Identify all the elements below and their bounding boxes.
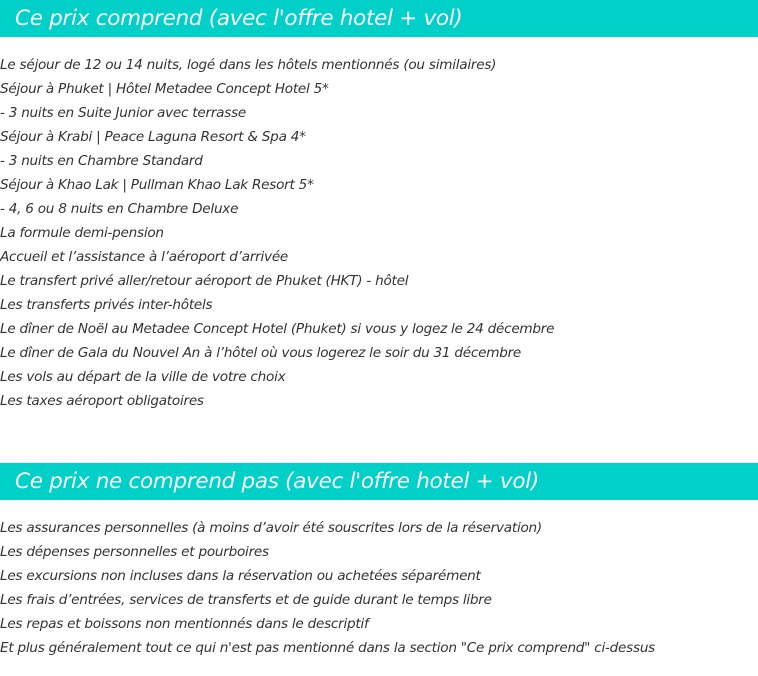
not-included-item: Les assurances personnelles (à moins d’avoir été souscrites lors de la réservation) xyxy=(0,520,542,536)
not-included-item: Et plus généralement tout ce qui n'est pas mentionné dans la section "Ce prix comprend" ci-dessus xyxy=(0,640,656,656)
included-section-header xyxy=(0,0,758,37)
not-included-item: Les dépenses personnelles et pourboires xyxy=(0,544,269,560)
included-item: Séjour à Phuket | Hôtel Metadee Concept Hotel 5* xyxy=(0,81,329,97)
included-item: Les taxes aéroport obligatoires xyxy=(0,393,204,409)
not-included-section-title: Ce prix ne comprend pas (avec l'offre hotel + vol) xyxy=(15,469,539,494)
included-section-title: Ce prix comprend (avec l'offre hotel + vol) xyxy=(15,6,463,31)
not-included-item: Les excursions non incluses dans la réservation ou achetées séparément xyxy=(0,568,481,584)
included-item: Le dîner de Gala du Nouvel An à l’hôtel où vous logerez le soir du 31 décembre xyxy=(0,345,522,361)
included-item: Séjour à Khao Lak | Pullman Khao Lak Resort 5* xyxy=(0,177,314,193)
included-item: - 3 nuits en Suite Junior avec terrasse xyxy=(0,105,247,121)
included-item: Le séjour de 12 ou 14 nuits, logé dans les hôtels mentionnés (ou similaires) xyxy=(0,57,497,73)
included-item: Les vols au départ de la ville de votre choix xyxy=(0,369,286,385)
included-item: Les transferts privés inter-hôtels xyxy=(0,297,213,313)
included-items-list xyxy=(0,53,554,413)
included-item: Le transfert privé aller/retour aéroport de Phuket (HKT) - hôtel xyxy=(0,273,409,289)
included-item: Accueil et l’assistance à l’aéroport d’arrivée xyxy=(0,249,289,265)
included-item: - 3 nuits en Chambre Standard xyxy=(0,153,203,169)
included-item: Le dîner de Noël au Metadee Concept Hotel (Phuket) si vous y logez le 24 décembre xyxy=(0,321,555,337)
included-item: Séjour à Krabi | Peace Laguna Resort & Spa 4* xyxy=(0,129,306,145)
not-included-items-list xyxy=(0,516,655,660)
not-included-item: Les frais d’entrées, services de transferts et de guide durant le temps libre xyxy=(0,592,492,608)
included-item: - 4, 6 ou 8 nuits en Chambre Deluxe xyxy=(0,201,239,217)
not-included-section-header xyxy=(0,463,758,500)
included-item: La formule demi-pension xyxy=(0,225,164,241)
not-included-item: Les repas et boissons non mentionnés dans le descriptif xyxy=(0,616,369,632)
